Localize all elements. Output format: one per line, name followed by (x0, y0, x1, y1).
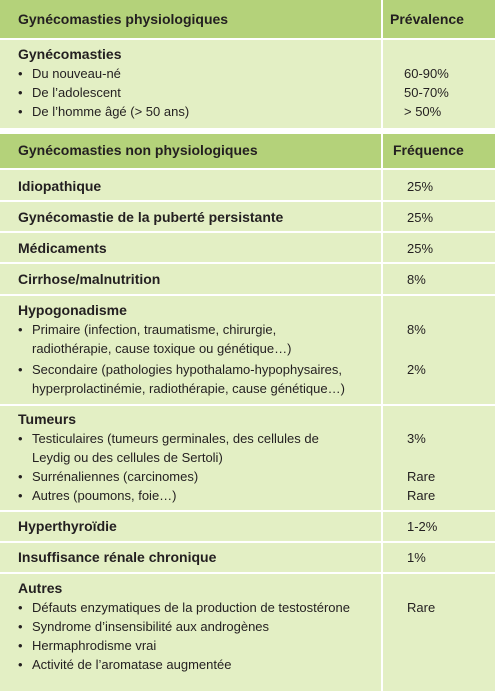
row-label: Idiopathique (18, 178, 102, 194)
row-cirrhose (0, 264, 495, 294)
section-title: Tumeurs (18, 411, 77, 427)
row-value: Rare (407, 600, 436, 615)
value-cell: 60-90% (404, 66, 449, 81)
list-item: • Hermaphrodisme vrai (18, 636, 388, 655)
value-cell: 50-70% (404, 85, 449, 100)
row-value: 1-2% (407, 519, 438, 534)
list-item (18, 360, 378, 398)
row-label: Hyperthyroïdie (18, 518, 117, 534)
row-value: 2% (407, 362, 426, 377)
header-non-physiologiques (0, 134, 495, 168)
row-puberte (0, 202, 495, 231)
item-line: Leydig ou des cellules de Sertoli) (32, 450, 223, 465)
autres-list (18, 598, 388, 674)
header-physiologiques (0, 0, 495, 38)
physio-list (18, 64, 189, 121)
row-hyperthyroidie (0, 512, 495, 541)
row-value: Rare (407, 469, 436, 484)
list-item: • Surrénaliennes (carcinomes) (18, 467, 378, 486)
row-value: 25% (407, 241, 434, 256)
row-value: 25% (407, 179, 434, 194)
section-tumeurs (0, 406, 495, 510)
section-physio (0, 40, 495, 128)
row-value: Rare (407, 488, 436, 503)
list-item: • Autres (poumons, foie…) (18, 486, 378, 505)
section-title: Gynécomasties (18, 46, 122, 62)
list-item: • De l’adolescent (18, 83, 189, 102)
value-cell: > 50% (404, 104, 442, 119)
list-item (18, 320, 378, 358)
list-item: • Syndrome d’insensibilité aux androgènes (18, 617, 388, 636)
row-label: Médicaments (18, 240, 107, 256)
row-value: 3% (407, 431, 426, 446)
item-line: • Secondaire (pathologies hypothalamo-hypophysaires, (32, 362, 343, 377)
row-label: Insuffisance rénale chronique (18, 549, 217, 565)
list-item (18, 429, 378, 467)
list-item: • Activité de l’aromatase augmentée (18, 655, 388, 674)
row-idiopathique (0, 170, 495, 200)
row-value: 8% (407, 272, 426, 287)
section-hypogonadisme (0, 296, 495, 404)
row-value: 25% (407, 210, 434, 225)
item-line: hyperprolactinémie, radiothérapie, cause génétique…) (32, 381, 345, 396)
list-item: • De l’homme âgé (> 50 ans) (18, 102, 189, 121)
tumeurs-list (18, 429, 378, 505)
item-line: • Primaire (infection, traumatisme, chirurgie, (32, 322, 277, 337)
column-divider (381, 134, 383, 691)
header-title: Gynécomasties non physiologiques (18, 142, 258, 158)
row-medicaments (0, 233, 495, 262)
header-title: Gynécomasties physiologiques (18, 11, 229, 27)
list-item: • Du nouveau-né (18, 64, 189, 83)
header-col: Fréquence (393, 142, 464, 158)
header-col: Prévalence (390, 11, 464, 27)
item-line: radiothérapie, cause toxique ou génétique…) (32, 341, 292, 356)
section-autres (0, 574, 495, 683)
row-value: 8% (407, 322, 426, 337)
row-label: Gynécomastie de la puberté persistante (18, 209, 284, 225)
hypogonadisme-list (18, 320, 378, 398)
column-divider (381, 0, 383, 128)
physio-values (404, 64, 449, 121)
section-title: Hypogonadisme (18, 302, 127, 318)
row-value: 1% (407, 550, 426, 565)
section-title: Autres (18, 580, 63, 596)
row-label: Cirrhose/malnutrition (18, 271, 161, 287)
row-insuffisance (0, 543, 495, 572)
item-line: • Testiculaires (tumeurs germinales, des cellules de (32, 431, 319, 446)
list-item: • Défauts enzymatiques de la production de testostérone (18, 598, 388, 617)
